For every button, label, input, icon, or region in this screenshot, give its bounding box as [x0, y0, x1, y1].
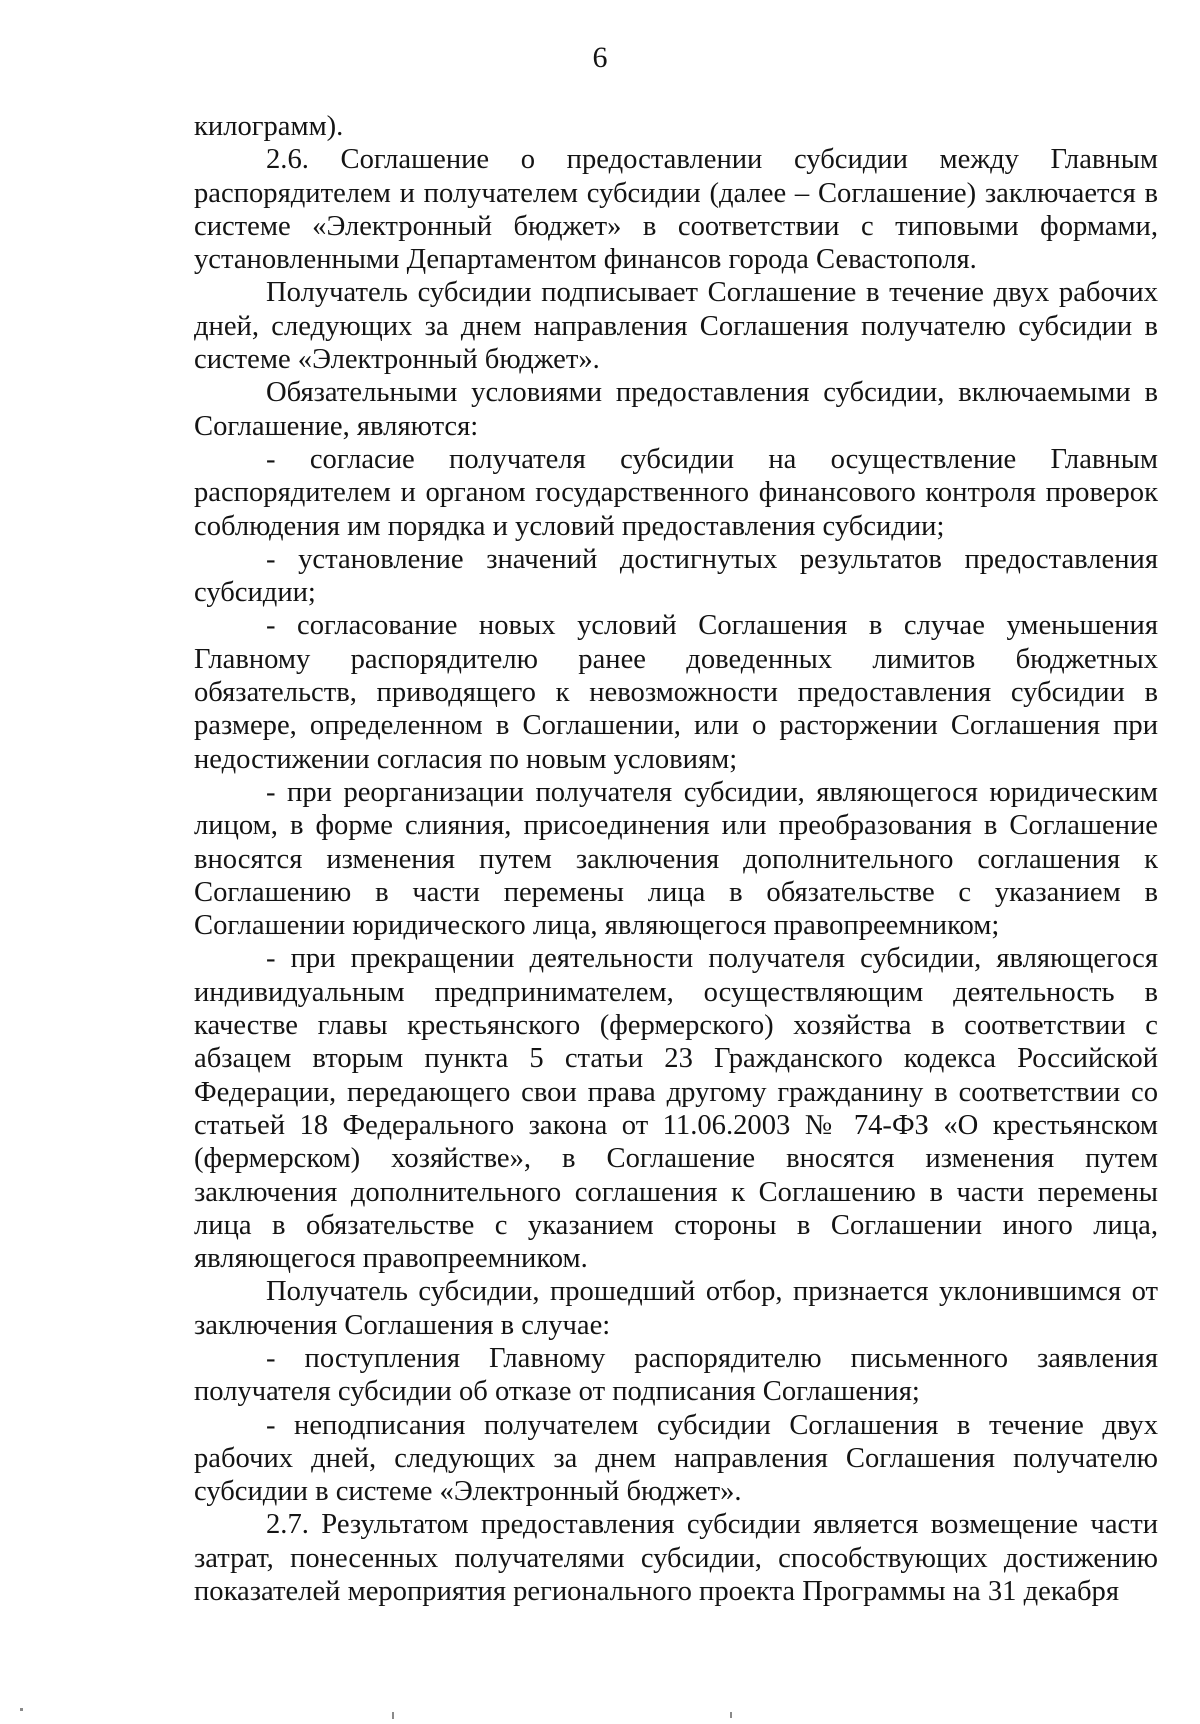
list-item: - установление значений достигнутых результатов предоставления субсидии; [194, 543, 1158, 609]
list-item: - согласование новых условий Соглашения в случае уменьшения Главному распорядителю ранее доведенных лимитов бюджетных обязательств, приводящего к невозможности предоставления субсидии в размере, определенном в Соглашении, или о расторжении Соглашения при недостижении согласия по новым условиям; [194, 610, 1158, 775]
paragraph: Получатель субсидии подписывает Соглашение в течение двух рабочих дней, следующих за днем направления Соглашения получателю субсидии в системе «Электронный бюджет». [194, 277, 1158, 376]
list-item: - согласие получателя субсидии на осуществление Главным распорядителем и органом государственного финансового контроля проверок соблюдения им порядка и условий предоставления субсидии; [194, 443, 1158, 542]
document-body [194, 110, 1158, 1608]
scan-artifact [730, 1712, 732, 1718]
list-item: - поступления Главному распорядителю письменного заявления получателя субсидии об отказе от подписания Соглашения; [194, 1342, 1158, 1408]
list-item: - неподписания получателем субсидии Соглашения в течение двух рабочих дней, следующих за днем направления Соглашения получателю субсидии в системе «Электронный бюджет». [194, 1409, 1158, 1508]
list-item: - при прекращении деятельности получателя субсидии, являющегося индивидуальным предпринимателем, осуществляющим деятельность в качестве главы крестьянского (фермерского) хозяйства в соответствии с абзацем вторым пункта 5 статьи 23 Гражданского кодекса Российской Федерации, передающего свои права другому гражданину в соответствии со статьей 18 Федерального закона от 11.06.2003 № 74-ФЗ «О крестьянском (фермерском) хозяйстве», в Соглашение вносятся изменения путем заключения дополнительного соглашения к Соглашению в части перемены лица в обязательстве с указанием стороны в Соглашении иного лица, являющегося правопреемником. [194, 943, 1158, 1275]
paragraph: Получатель субсидии, прошедший отбор, признается уклонившимся от заключения Соглашения в случае: [194, 1276, 1158, 1341]
page-number: 6 [592, 41, 608, 74]
scan-artifact [20, 1708, 23, 1711]
paragraph: 2.6. Соглашение о предоставлении субсидии между Главным распорядителем и получателем субсидии (далее – Соглашение) заключается в системе «Электронный бюджет» в соответствии с типовыми формами, установленными Департаментом финансов города Севастополя. [194, 144, 1158, 276]
paragraph: килограмм). [194, 111, 344, 142]
scan-artifact [392, 1712, 394, 1719]
list-item: - при реорганизации получателя субсидии, являющегося юридическим лицом, в форме слияния, присоединения или преобразования в Соглашение вносятся изменения путем заключения дополнительного соглашения к Соглашению в части перемены лица в обязательстве с указанием в Соглашении юридического лица, являющегося правопреемником; [194, 776, 1158, 942]
paragraph: Обязательными условиями предоставления субсидии, включаемыми в Соглашение, являются: [194, 377, 1158, 442]
paragraph: 2.7. Результатом предоставления субсидии является возмещение части затрат, понесенных получателями субсидии, способствующих достижению показателей мероприятия регионального проекта Программы на 31 декабря [194, 1509, 1158, 1608]
